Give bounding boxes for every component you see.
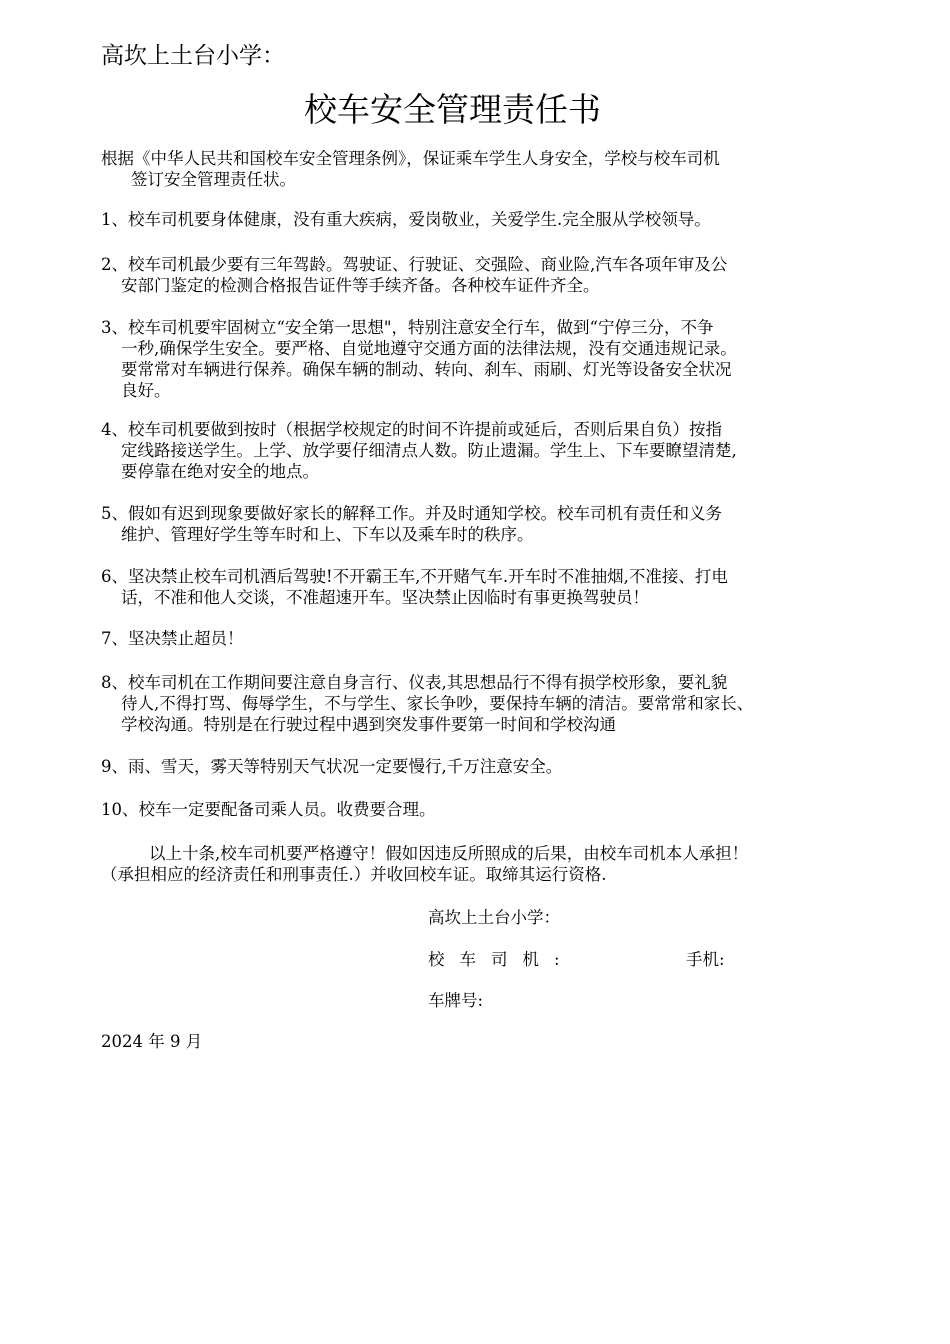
- document-title: 校车安全管理责任书: [304, 90, 601, 129]
- closing-line: 以上十条,校车司机要严格遵守！假如因违反所照成的后果，由校车司机本人承担！: [149, 844, 749, 863]
- closing-line: （承担相应的经济责任和刑事责任.）并收回校车证。取缔其运行资格.: [101, 865, 607, 884]
- clause-line: 7、坚决禁止超员！: [101, 629, 244, 648]
- clause-line: 3、校车司机要牢固树立“安全第一思想"，特别注意安全行车，做到“宁停三分，不争: [101, 318, 714, 337]
- clause-line: 一秒,确保学生安全。要严格、自觉地遵守交通方面的法律法规，没有交通违规记录。: [121, 339, 737, 358]
- clause-9: [101, 756, 861, 777]
- clause-line: 4、校车司机要做到按时（根据学校规定的时间不许提前或延后，否则后果自负）按指: [101, 420, 722, 439]
- clause-line: 8、校车司机在工作期间要注意自身言行、仪表,其思想品行不得有损学校形象，要礼貌: [101, 673, 728, 692]
- clause-line: 学校沟通。特别是在行驶过程中遇到突发事件要第一时间和学校沟通: [121, 715, 616, 734]
- clause-6: [101, 566, 861, 608]
- clause-line: 要常常对车辆进行保养。确保车辆的制动、转向、刹车、雨刷、灯光等设备安全状况: [121, 360, 732, 379]
- clause-10: [101, 799, 861, 820]
- clause-line: 5、假如有迟到现象要做好家长的解释工作。并及时通知学校。校车司机有责任和义务: [101, 504, 722, 523]
- clause-line: 2、校车司机最少要有三年驾龄。驾驶证、行驶证、交强险、商业险,汽车各项年审及公: [101, 255, 728, 274]
- clause-8: [101, 672, 861, 735]
- clause-line: 6、坚决禁止校车司机酒后驾驶!不开霸王车,不开赌气车.开车时不准抽烟,不准接、打电: [101, 567, 728, 586]
- clause-line: 话，不准和他人交谈，不准超速开车。坚决禁止因临时有事更换驾驶员！: [121, 588, 649, 607]
- clause-line: 定线路接送学生。上学、放学要仔细清点人数。防止遗漏。学生上、下车要瞭望清楚,: [121, 441, 737, 460]
- clause-5: [101, 503, 861, 545]
- clause-1: [101, 209, 861, 230]
- clause-line: 10、校车一定要配备司乘人员。收费要合理。: [101, 800, 436, 819]
- closing-paragraph: [101, 843, 861, 885]
- signature-phone-label: 手机:: [686, 950, 725, 969]
- intro-line: 签订安全管理责任状。: [131, 170, 296, 189]
- clause-3: [101, 317, 861, 401]
- clause-line: 良好。: [121, 381, 171, 400]
- clause-line: 待人,不得打骂、侮辱学生，不与学生、家长争吵，要保持车辆的清洁。要常常和家长、: [121, 694, 754, 713]
- school-name-heading: 高坎上土台小学：: [101, 43, 285, 69]
- intro-line: 根据《中华人民共和国校车安全管理条例》，保证乘车学生人身安全，学校与校车司机: [101, 149, 720, 168]
- document-date: 2024 年 9 月: [101, 1032, 203, 1051]
- clause-line: 维护、管理好学生等车时和上、下车以及乘车时的秩序。: [121, 525, 534, 544]
- clause-4: [101, 419, 861, 482]
- clause-7: [101, 628, 861, 649]
- clause-line: 安部门鉴定的检测合格报告证件等手续齐备。各种校车证件齐全。: [121, 276, 600, 295]
- clause-line: 9、雨、雪天，雾天等特别天气状况一定要慢行,千万注意安全。: [101, 757, 563, 776]
- clause-line: 1、校车司机要身体健康，没有重大疾病，爱岗敬业，关爱学生.完全服从学校领导。: [101, 210, 711, 229]
- clause-2: [101, 254, 861, 296]
- signature-school: 高坎上土台小学：: [428, 908, 560, 927]
- signature-plate-label: 车牌号:: [428, 991, 484, 1010]
- signature-driver-label: 校车司机:: [428, 950, 575, 969]
- clause-line: 要停靠在绝对安全的地点。: [121, 462, 319, 481]
- intro-paragraph: [101, 148, 861, 190]
